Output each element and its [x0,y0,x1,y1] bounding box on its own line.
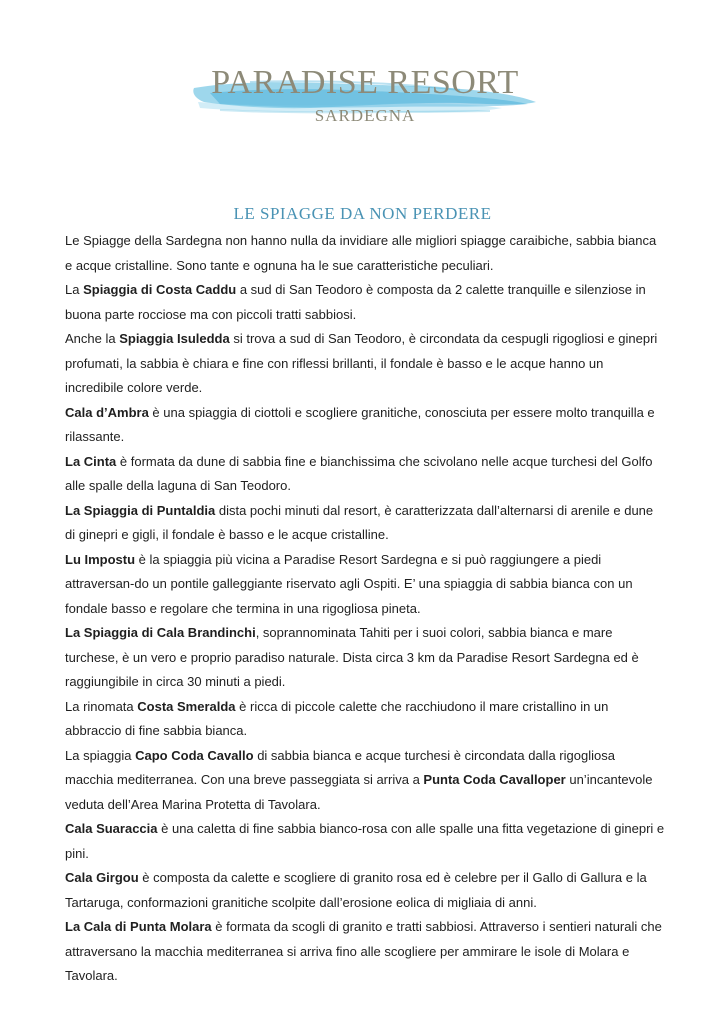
beach-name: Lu Impostu [65,551,136,567]
beach-name: Cala Suaraccia [65,821,158,836]
paragraph-text: La [65,282,84,297]
paragraph-text: è una caletta di fine sabbia bianco-rosa con alle spalle una fitta vegetazione di ginepri e pini. [65,821,665,861]
beach-name: La Spiaggia di Puntaldia [65,502,216,518]
beach-name: La Cinta [65,453,117,469]
paragraph-text: è formata da scogli di granito e tratti sabbiosi. Attraverso i sentieri naturali che attraversano la macchia mediterranea si arriva fino alle scogliere per ammirare le isole di Molara e Tavolara. [65,919,662,983]
paragraph-text: Le Spiagge della Sardegna non hanno nulla da invidiare alle migliori spiagge caraibiche, sabbia bianca e acque cristalline. Sono tante e ognuna ha le sue caratteristiche peculiari. [65,233,657,273]
paragraph-text: , soprannominata Tahiti per i suoi colori, sabbia bianca e mare turchese, è un vero e proprio paradiso naturale. Dista circa 3 km da Paradise Resort Sardegna ed è raggiungibile in circa 30 minuti a piedi. [65,625,639,689]
paragraph-text: si trova a sud di San Teodoro, è circondata da cespugli rigogliosi e ginepri profumati, la sabbia è chiara e fine con riflessi brillanti, il fondale è basso e le acque hanno un incredibile colore verde. [65,331,658,395]
resort-logo [190,62,540,132]
beach-name: Punta Coda Cavalloper [423,772,566,787]
beach-name: Cala d’Ambra [65,404,149,420]
paragraph [65,327,665,401]
paragraph-text: La rinomata [65,698,138,714]
paragraph [65,621,665,695]
paragraph [65,695,665,744]
beach-name: Spiaggia di Costa Caddu [83,282,237,297]
logo-subtitle: SARDEGNA [314,106,416,125]
paragraph [65,548,665,622]
paragraph-text: dista pochi minuti dal resort, è caratterizzata dall’alternarsi di arenile e dune di ginepri e gigli, il fondale è basso e le acque cristalline. [65,502,654,542]
paragraph [65,450,665,499]
paragraph [65,817,665,866]
paragraph-text: a sud di San Teodoro è composta da 2 calette tranquille e silenziose in buona parte rocciose ma con piccoli tratti sabbiosi. [65,282,646,322]
beach-name: La Spiaggia di Cala Brandinchi [65,625,256,640]
beach-name: La Cala di Punta Molara [65,919,212,934]
beach-name: Cala Girgou [65,870,139,885]
beach-name: Spiaggia Isuledda [119,331,230,346]
paragraph [65,744,665,818]
paragraph-text: è una spiaggia di ciottoli e scogliere granitiche, conosciuta per essere molto tranquilla e rilassante. [65,404,655,444]
paragraph [65,866,665,915]
paragraph-text: di sabbia bianca e acque turchesi è circondata dalla rigogliosa macchia mediterranea. Con una breve passeggiata si arriva a [65,747,615,787]
page-title: LE SPIAGGE DA NON PERDERE [233,204,492,223]
paragraph-text: è la spiaggia più vicina a Paradise Resort Sardegna e si può raggiungere a piedi attraversan-do un pontile galleggiante riservato agli Ospiti. E’ una spiaggia di sabbia bianca con un fondale basso e regolare che termina in una rigogliosa pineta. [65,551,633,616]
paragraph [65,499,665,548]
beach-name: Capo Coda Cavallo [135,747,254,763]
paragraph [65,229,665,278]
paragraph [65,915,665,989]
paragraph-text: è ricca di piccole calette che racchiudono il mare cristallino in un abbraccio di fine sabbia bianca. [65,698,609,738]
paragraph [65,401,665,450]
paragraph-text: La spiaggia [65,747,136,763]
paragraph-text: è formata da dune di sabbia fine e bianchissima che scivolano nelle acque turchesi del Golfo alle spalle della laguna di San Teodoro. [65,453,653,493]
paragraph-text: è composta da calette e scogliere di granito rosa ed è celebre per il Gallo di Gallura e la Tartaruga, conformazioni granitiche scolpite dall’erosione eolica di migliaia di anni. [65,870,647,910]
paragraph [65,278,665,327]
logo-title: PARADISE RESORT [211,64,519,101]
paragraph-text: un’incantevole veduta dell’Area Marina Protetta di Tavolara. [65,772,653,812]
article-body [65,229,665,989]
beach-name: Costa Smeralda [137,698,236,714]
paragraph-text: Anche la [65,331,120,346]
